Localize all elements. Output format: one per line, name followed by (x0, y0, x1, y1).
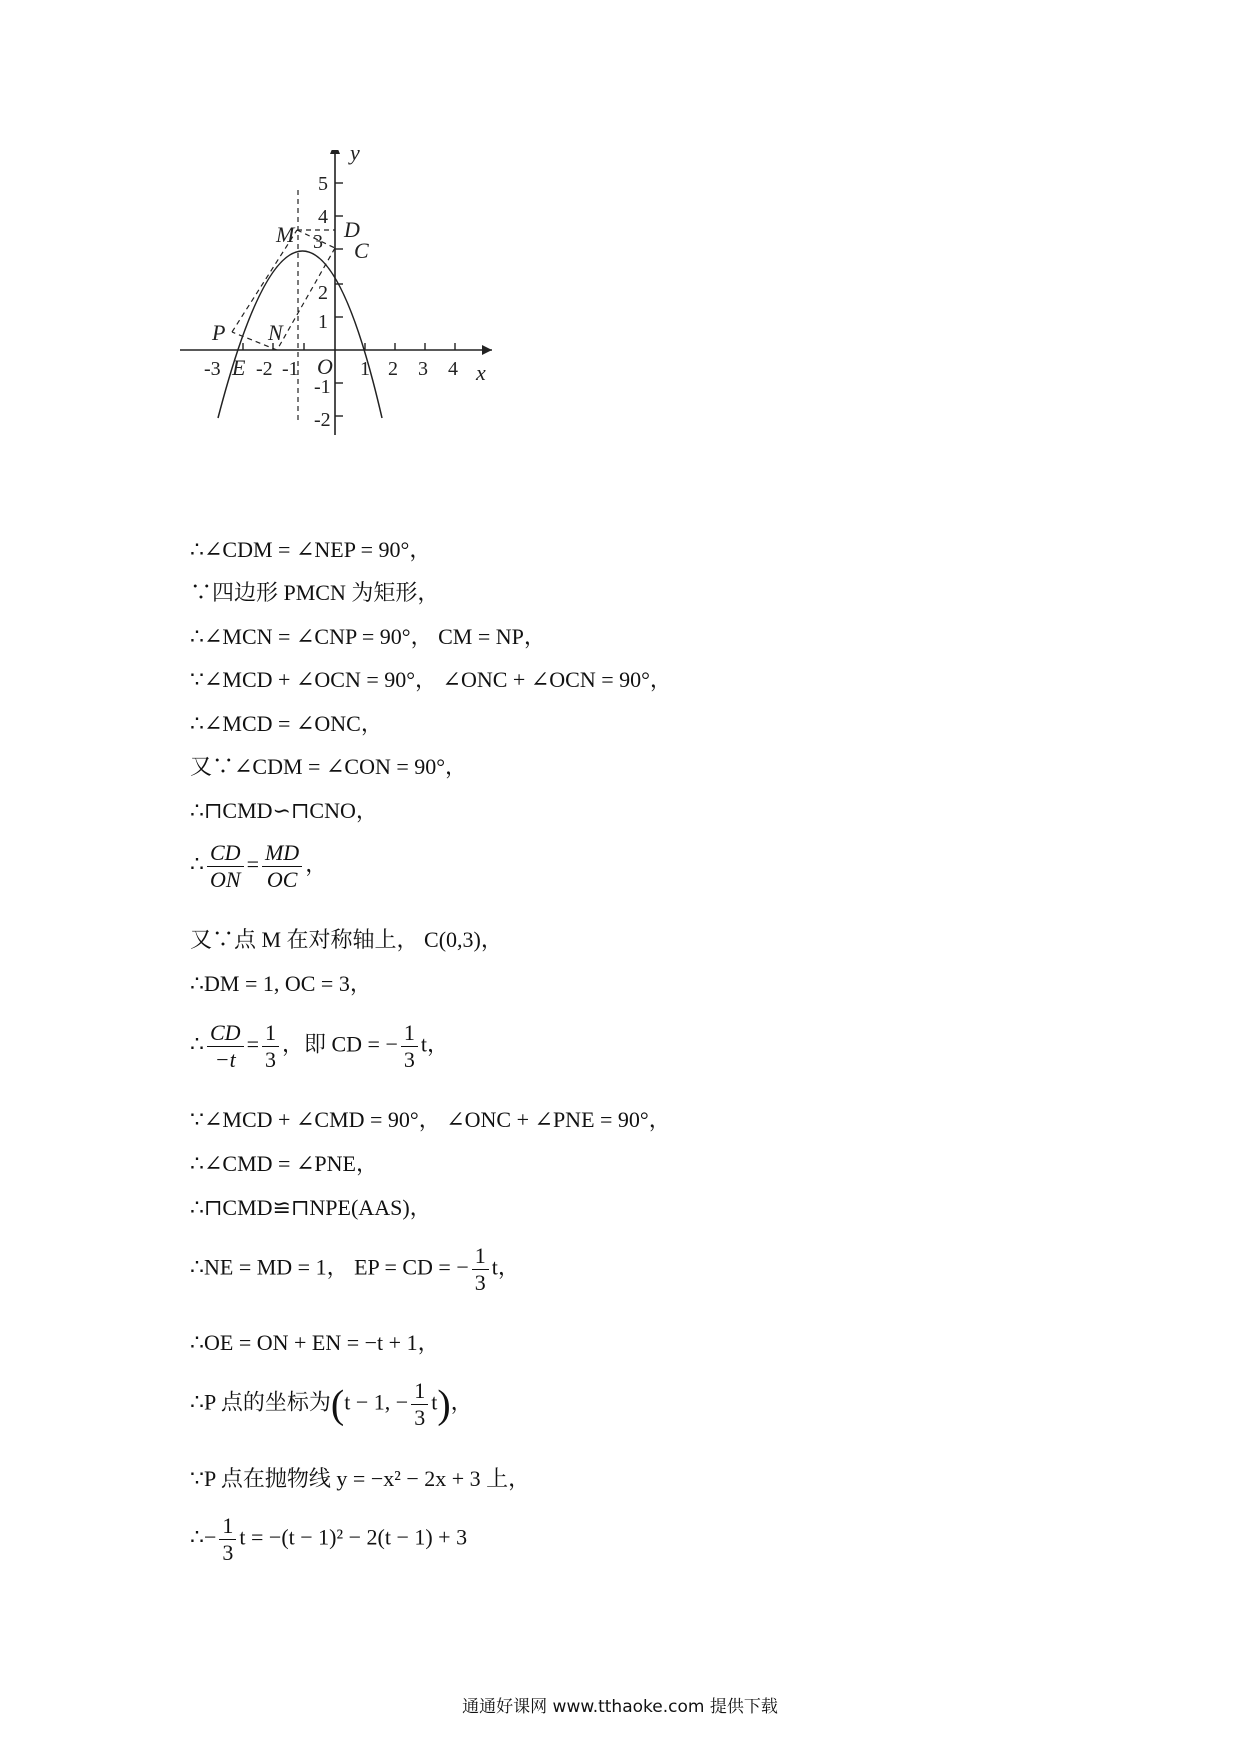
x-tick-label: 3 (418, 358, 428, 380)
numerator: CD (207, 840, 244, 867)
denominator: 3 (264, 1047, 276, 1072)
solution-line: ∵P 点在抛物线 y = −x² − 2x + 3 上， (190, 1466, 531, 1491)
solution-line: 又∵点 M 在对称轴上， C(0,3)， (190, 927, 503, 952)
y-tick-label: -2 (314, 409, 331, 431)
text: t (431, 1389, 438, 1415)
point-label-n: N (268, 320, 283, 345)
y-axis-arrow (330, 150, 340, 154)
fraction (411, 1378, 428, 1431)
point-label-e: E (232, 355, 246, 380)
footer-source: 通通好课网 www.tthaoke.com 提供下载 (462, 1697, 778, 1717)
solution-line: 又∵∠CDM = ∠CON = 90°， (190, 754, 468, 779)
text: ∴NE = MD = 1， EP = CD = − (190, 1254, 469, 1280)
y-tick-label: 3 (313, 231, 323, 253)
origin-label: O (317, 354, 333, 379)
y-tick-label: 2 (318, 282, 328, 304)
point-label-p: P (212, 320, 226, 345)
point-label-c: C (354, 238, 369, 263)
x-tick-label: 1 (360, 358, 370, 380)
left-paren: ( (330, 1381, 345, 1427)
y-tick-label: 1 (318, 311, 328, 333)
solution-line: ∴OE = ON + EN = −t + 1， (190, 1330, 440, 1355)
x-tick-label: -1 (282, 358, 299, 380)
denominator: ON (210, 867, 241, 892)
x-axis-arrow (482, 345, 492, 355)
solution-line: ∵四边形 PMCN 为矩形， (190, 580, 440, 605)
fraction (219, 1513, 236, 1566)
numerator: CD (207, 1020, 244, 1047)
numerator: 1 (262, 1020, 279, 1047)
fraction-line-1 (190, 840, 327, 893)
text: ∴ (190, 1031, 204, 1057)
solution-line: ∴∠CMD = ∠PNE， (190, 1151, 378, 1176)
x-tick-label: -2 (256, 358, 273, 380)
fraction (207, 1020, 244, 1073)
denominator: −t (214, 1047, 236, 1072)
point-label-m: M (276, 222, 295, 247)
y-tick-label: 4 (318, 206, 328, 228)
denominator: 3 (474, 1270, 486, 1295)
denominator: OC (266, 867, 298, 892)
solution-line: ∴∠MCN = ∠CNP = 90°， CM = NP， (190, 624, 546, 649)
text: t， (420, 1031, 449, 1057)
text: t = −(t − 1)² − 2(t − 1) + 3 (239, 1524, 468, 1550)
fraction (262, 840, 302, 893)
numerator: MD (262, 840, 302, 867)
y-tick-label: 5 (318, 173, 328, 195)
point-label-d: D (344, 217, 360, 242)
solution-line: ∵∠MCD + ∠CMD = 90°， ∠ONC + ∠PNE = 90°， (190, 1107, 671, 1132)
solution-line: ∴DM = 1, OC = 3， (190, 971, 372, 996)
text: = (246, 1031, 259, 1057)
fraction-line-4 (190, 1378, 473, 1431)
text: ∴− (190, 1524, 217, 1550)
fraction-line-3 (190, 1243, 520, 1296)
text: ∴ (190, 851, 204, 877)
solution-line: ∵∠MCD + ∠OCN = 90°， ∠ONC + ∠OCN = 90°， (190, 667, 672, 692)
x-axis-label: x (476, 360, 486, 385)
fraction (207, 840, 244, 893)
numerator: 1 (411, 1378, 428, 1405)
text: ，即 CD = − (281, 1031, 398, 1057)
fraction (401, 1020, 418, 1073)
denominator: 3 (403, 1047, 415, 1072)
numerator: 1 (401, 1020, 418, 1047)
solution-line: ∴⊓CMD∽⊓CNO， (190, 798, 378, 823)
solution-line: ∴∠MCD = ∠ONC， (190, 711, 383, 736)
y-axis-label: y (350, 150, 360, 165)
text: = (246, 851, 259, 877)
numerator: 1 (219, 1513, 236, 1540)
text: ∴P 点的坐标为 (190, 1389, 331, 1415)
parabola-curve (218, 251, 382, 418)
right-paren: ) (437, 1381, 451, 1427)
text: t， (491, 1254, 520, 1280)
fraction-line-5 (190, 1513, 467, 1566)
parabola-figure (180, 150, 510, 440)
numerator: 1 (472, 1243, 489, 1270)
x-tick-label: 4 (448, 358, 458, 380)
denominator: 3 (414, 1405, 426, 1430)
x-tick-label: -3 (204, 358, 221, 380)
denominator: 3 (222, 1540, 234, 1565)
text: ， (450, 1389, 473, 1415)
solution-line: ∴∠CDM = ∠NEP = 90°， (190, 537, 432, 562)
fraction (472, 1243, 489, 1296)
x-tick-label: 2 (388, 358, 398, 380)
fraction-line-2 (190, 1020, 449, 1073)
text: t − 1, − (344, 1389, 409, 1415)
y-tick-label: -1 (314, 376, 331, 398)
fraction (262, 1020, 279, 1073)
text: ， (305, 851, 328, 877)
solution-line: ∴⊓CMD≌⊓NPE(AAS)， (190, 1195, 432, 1220)
y-ticks (335, 183, 343, 416)
